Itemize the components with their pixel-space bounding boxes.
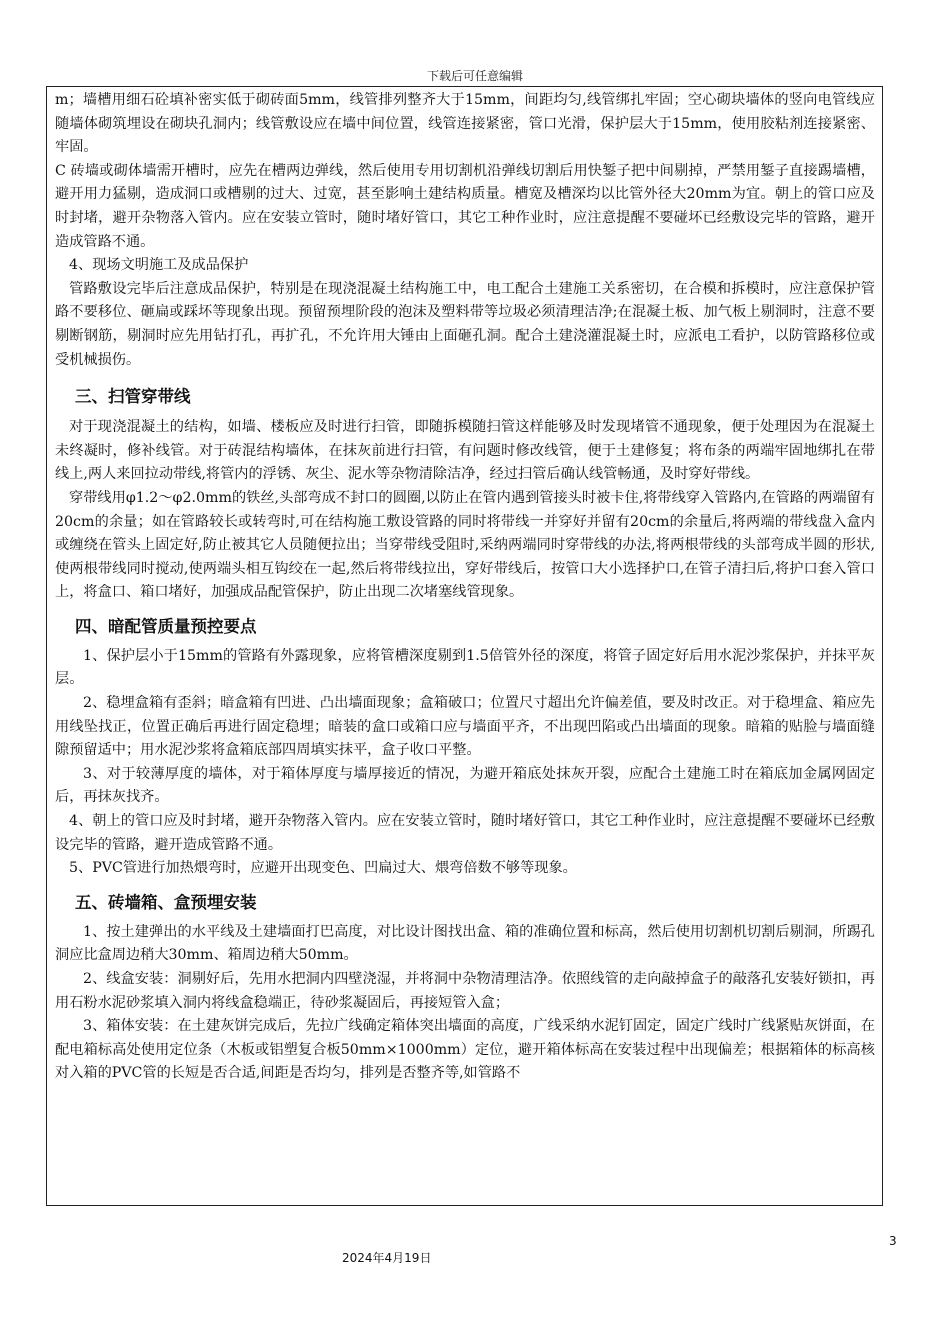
paragraph: 4、朝上的管口应及时封堵，避开杂物落入管内。应在安装立管时，随时堵好管口，其它工种作业时，应注意提醒不要碰坏已经敷设完毕的管路，避开造成管路不通。	[55, 813, 875, 853]
content-frame	[46, 86, 883, 1206]
section-heading: 五、砖墙箱、盒预埋安装	[75, 892, 257, 912]
page-number: 3	[889, 1234, 897, 1248]
paragraph: 3、对于较薄厚度的墙体，对于箱体厚度与墙厚接近的情况，为避开箱底处抹灰开裂，应配合土建施工时在箱底加金属网固定后，再抹灰找齐。	[55, 765, 875, 806]
section-heading: 四、暗配管质量预控要点	[75, 616, 257, 636]
paragraph: 管路敷设完毕后注意成品保护，特别是在现浇混凝土结构施工中，电工配合土建施工关系密切，在合模和拆模时，应注意保护管路不要移位、砸扁或踩坏等现象出现。预留预埋阶段的泡沫及塑料带等垃圾必须清理洁净;在混凝土板、加气板上剔洞时，注意不要剔断钢筋，剔洞时应先用钻打孔，再扩孔，不允许用大锤由上面砸孔洞。配合土建浇灌混凝土时，应派电工看护，以防管路移位或受机械损伤。	[55, 280, 875, 368]
paragraph: 5、PVC管进行加热煨弯时，应避开出现变色、凹扁过大、煨弯倍数不够等现象。	[69, 860, 577, 877]
paragraph: 穿带线用φ1.2～φ2.0mm的铁丝,头部弯成不封口的圆圈,以防止在管内遇到管接头时被卡住,将带线穿入管路内,在管路的两端留有20cm的余量；如在管路较长或转弯时,可在结构施工敷设管路的同时将带线一并穿好并留有20cm的余量后,将两端的带线盘入盒内或缠绕在管头上固定好,防止被其它人员随便拉出；当穿带线受阻时,采纳两端同时穿带线的办法,将两根带线的头部弯成半圆的形状,使两根带线同时搅动,使两端头相互钩绞在一起,然后将带线拉出，穿好带线后，按管口大小选择护口,在管子清扫后,将护口套入管口上，将盒口、箱口堵好，加强成品配管保护，防止出现二次堵塞线管现象。	[55, 489, 875, 601]
paragraph: 1、按土建弹出的水平线及土建墙面打巴高度，对比设计图找出盒、箱的准确位置和标高，然后使用切割机切割后剔洞，所踢孔洞应比盒周边稍大30mm、箱周边稍大50mm。	[55, 923, 875, 964]
paragraph: 2、线盒安装：洞剔好后，先用水把洞内四壁浇湿，并将洞中杂物清理洁净。依照线管的走向敲掉盒子的敲落孔安装好锁扣，再用石粉水泥砂浆填入洞内将线盒稳端正，待砂浆凝固后，再接短管入盒；	[55, 971, 875, 1011]
paragraph: C 砖墙或砌体墙需开槽时，应先在槽两边弹线，然后使用专用切割机沿弹线切割后用快錾子把中间剔掉，严禁用錾子直接踢墙槽，避开用力猛剔，造成洞口或槽剔的过大、过宽，甚至影响土建结构质量。槽宽及槽深均以比管外径大20mm为宜。朝上的管口应及时封堵，避开杂物落入管内。应在安装立管时，随时堵好管口，其它工种作业时，应注意提醒不要碰坏已经敷设完毕的管路，避开造成管路不通。	[55, 162, 875, 250]
section-heading: 三、扫管穿带线	[75, 387, 191, 407]
paragraph: 1、保护层小于15mm的管路有外露现象，应将管槽深度剔到1.5倍管外径的深度，将管子固定好后用水泥沙浆保护，并抹平灰层。	[55, 647, 875, 688]
subsection-title: 4、现场文明施工及成品保护	[69, 257, 249, 274]
paragraph: 3、箱体安装：在土建灰饼完成后，先拉广线确定箱体突出墙面的高度，广线采纳水泥钉固定，固定广线时广线紧贴灰饼面，在配电箱标高处使用定位条（木板或铝塑复合板50mm×1000mm）定位，避开箱体标高在安装过程中出现偏差；根据箱体的标高核对入箱的PVC管的长短是否合适,间距是否均匀，排列是否整齐等,如管路不	[55, 1018, 875, 1082]
paragraph: m；墙槽用细石砼填补密实低于砌砖面5mm，线管排列整齐大于15mm，间距均匀,线管绑扎牢固；空心砌块墙体的竖向电管线应随墙体砌筑埋设在砌块孔洞内；线管敷设应在墙中间位置，线管连接紧密，管口光滑，保护层大于15mm，使用胶粘剂连接紧密、牢固。	[55, 92, 875, 156]
paragraph: 对于现浇混凝土的结构，如墙、楼板应及时进行扫管，即随拆模随扫管这样能够及时发现堵管不通现象，便于处理因为在混凝土未终凝时，修补线管。对于砖混结构墙体，在抹灰前进行扫管，有问题时修改线管，便于土建修复；将布条的两端牢固地绑扎在带线上,两人来回拉动带线,将管内的浮锈、灰尘、泥水等杂物清除洁净，经过扫管后确认线管畅通，及时穿好带线。	[55, 419, 875, 483]
paragraph: 2、稳埋盒箱有歪斜；暗盒箱有凹进、凸出墙面现象；盒箱破口；位置尺寸超出允许偏差值，要及时改正。对于稳埋盒、箱应先用线坠找正，位置正确后再进行固定稳埋；暗装的盒口或箱口应与墙面平齐，不出现凹陷或凸出墙面的现象。暗箱的贴脸与墙面缝隙预留适中；用水泥沙浆将盒箱底部四周填实抹平，盒子收口平整。	[55, 695, 875, 759]
page-header: 下载后可任意编辑	[426, 69, 523, 83]
footer-date: 2024年4月19日	[342, 1251, 432, 1265]
